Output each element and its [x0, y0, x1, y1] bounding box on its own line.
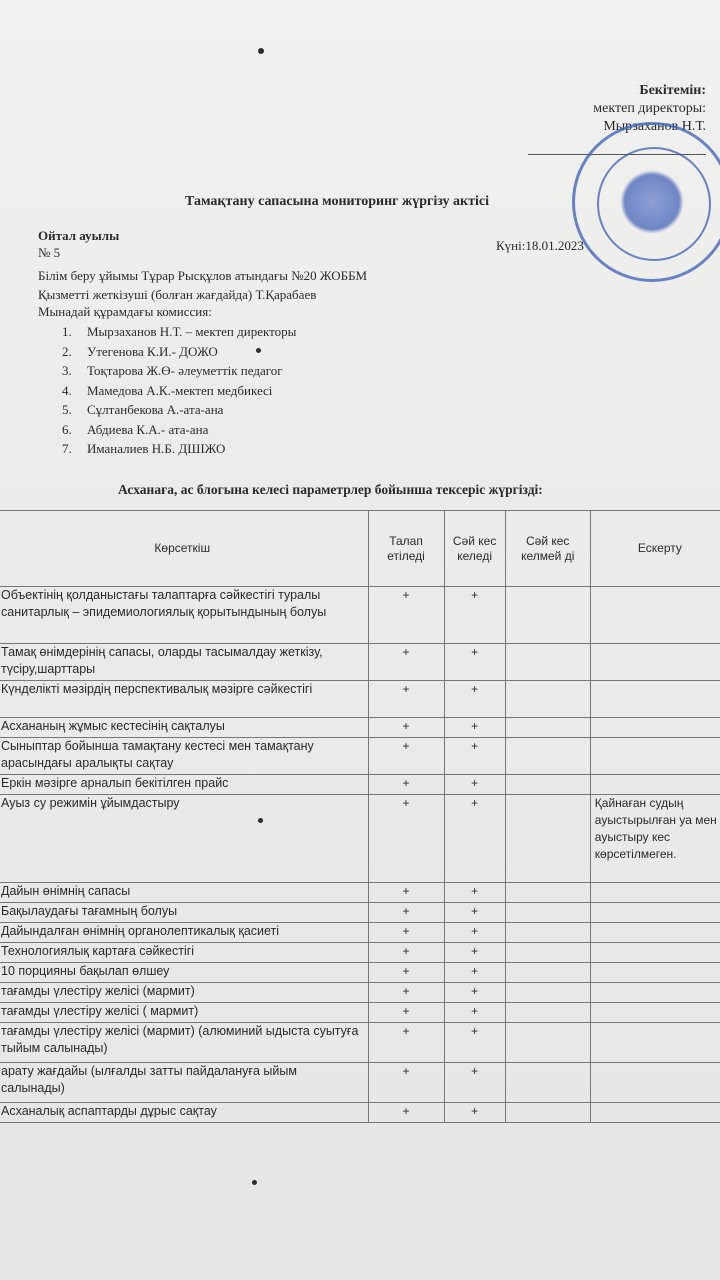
noncompliant-cell — [505, 718, 590, 738]
note-cell — [590, 1023, 720, 1063]
member-item: 6. Абдиева К.А.- ата-ана — [62, 421, 209, 437]
indicator-cell: Технологиялық картаға сәйкестігі — [0, 943, 368, 963]
required-cell: + — [368, 1023, 444, 1063]
compliant-cell: + — [444, 775, 505, 795]
noncompliant-cell — [505, 681, 590, 718]
table-row — [0, 1003, 720, 1023]
noncompliant-cell — [505, 738, 590, 775]
required-cell: + — [368, 923, 444, 943]
required-cell: + — [368, 903, 444, 923]
header-note: Ескерту — [590, 511, 720, 587]
note-cell — [590, 1063, 720, 1103]
noncompliant-cell — [505, 963, 590, 983]
required-cell: + — [368, 1103, 444, 1123]
required-cell: + — [368, 983, 444, 1003]
compliant-cell: + — [444, 1023, 505, 1063]
table-row — [0, 883, 720, 903]
speck — [252, 1180, 257, 1185]
noncompliant-cell — [505, 644, 590, 681]
member-item: 3. Тоқтарова Ж.Ө- әлеуметтік педагог — [62, 363, 283, 378]
required-cell: + — [368, 795, 444, 883]
noncompliant-cell — [505, 1023, 590, 1063]
note-cell — [590, 775, 720, 795]
indicator-cell: Асханалық аспаптарды дұрыс сақтау — [0, 1103, 368, 1123]
required-cell: + — [368, 943, 444, 963]
indicator-cell: Тамақ өнімдерінің сапасы, оларды тасымалдау жеткізу, түсіру,шарттары — [0, 644, 368, 681]
note-cell — [590, 903, 720, 923]
required-cell: + — [368, 1063, 444, 1103]
noncompliant-cell — [505, 983, 590, 1003]
table-header-row — [0, 511, 720, 587]
note-cell — [590, 1003, 720, 1023]
note-cell: Қайнаған судың ауыстырылған уа мен ауыстыру кес көрсетілмеген. — [590, 795, 720, 883]
table-row — [0, 738, 720, 775]
member-item: 2. Утегенова К.И.- ДОЖО — [62, 343, 218, 359]
noncompliant-cell — [505, 883, 590, 903]
compliant-cell: + — [444, 587, 505, 644]
table-row — [0, 1023, 720, 1063]
member-item: 1. Мырзаханов Н.Т. – мектеп директоры — [62, 324, 297, 339]
table-row — [0, 923, 720, 943]
compliant-cell: + — [444, 795, 505, 883]
table-row — [0, 775, 720, 795]
noncompliant-cell — [505, 903, 590, 923]
commission-members-list — [62, 322, 296, 459]
official-seal-stamp — [572, 122, 720, 282]
compliant-cell: + — [444, 883, 505, 903]
compliant-cell: + — [444, 1063, 505, 1103]
noncompliant-cell — [505, 1003, 590, 1023]
required-cell: + — [368, 681, 444, 718]
speck — [258, 818, 263, 823]
indicator-cell: Дайындалған өнімнің органолептикалық қасиеті — [0, 923, 368, 943]
speck — [256, 348, 261, 353]
note-cell — [590, 983, 720, 1003]
note-cell — [590, 1103, 720, 1123]
indicator-cell: Күнделікті мәзірдің перспективалық мәзірге сәйкестігі — [0, 681, 368, 718]
noncompliant-cell — [505, 1103, 590, 1123]
commission-heading: Мынадай құрамдағы комиссия: — [38, 304, 212, 319]
table-row — [0, 587, 720, 644]
inspection-heading: Асханаға, ас блогына келесі параметрлер бойынша тексеріс жүргізді: — [118, 482, 543, 497]
indicator-cell: 10 порцияны бақылап өлшеу — [0, 963, 368, 983]
inspection-table — [0, 510, 720, 1123]
required-cell: + — [368, 738, 444, 775]
speck — [258, 48, 264, 54]
compliant-cell: + — [444, 943, 505, 963]
required-cell: + — [368, 644, 444, 681]
indicator-cell: тағамды үлестіру желісі ( мармит) — [0, 1003, 368, 1023]
indicator-cell: Сыныптар бойынша тамақтану кестесі мен тамақтану арасындағы аралықты сақтау — [0, 738, 368, 775]
note-cell — [590, 943, 720, 963]
noncompliant-cell — [505, 775, 590, 795]
header-required: Талап етіледі — [368, 511, 444, 587]
required-cell: + — [368, 775, 444, 795]
table-row — [0, 943, 720, 963]
table-row — [0, 1063, 720, 1103]
noncompliant-cell — [505, 1063, 590, 1103]
indicator-cell: тағамды үлестіру желісі (мармит) — [0, 983, 368, 1003]
required-cell: + — [368, 718, 444, 738]
indicator-cell: Асхананың жұмыс кестесінің сақталуы — [0, 718, 368, 738]
note-cell — [590, 644, 720, 681]
note-cell — [590, 587, 720, 644]
note-cell — [590, 883, 720, 903]
member-item: 7. Иманалиев Н.Б. ДШІЖО — [62, 441, 226, 456]
compliant-cell: + — [444, 1103, 505, 1123]
note-cell — [590, 923, 720, 943]
noncompliant-cell — [505, 795, 590, 883]
compliant-cell: + — [444, 644, 505, 681]
required-cell: + — [368, 883, 444, 903]
noncompliant-cell — [505, 587, 590, 644]
compliant-cell: + — [444, 903, 505, 923]
note-cell — [590, 738, 720, 775]
table-row — [0, 718, 720, 738]
compliant-cell: + — [444, 718, 505, 738]
compliant-cell: + — [444, 923, 505, 943]
noncompliant-cell — [505, 943, 590, 963]
table-row — [0, 795, 720, 883]
indicator-cell: Еркін мәзірге арналып бекітілген прайс — [0, 775, 368, 795]
supplier-line: Қызметті жеткізуші (болған жағдайда) Т.Қарабаев — [38, 287, 317, 302]
state-emblem-icon — [620, 170, 684, 234]
header-noncompliant: Сәй кес келмей ді — [505, 511, 590, 587]
header-indicator: Көрсеткіш — [0, 511, 368, 587]
table-row — [0, 1103, 720, 1123]
note-cell — [590, 681, 720, 718]
compliant-cell: + — [444, 1003, 505, 1023]
compliant-cell: + — [444, 738, 505, 775]
indicator-cell: Дайын өнімнің сапасы — [0, 883, 368, 903]
approval-position: мектеп директоры: — [593, 101, 706, 116]
table-row — [0, 644, 720, 681]
village-name: Ойтал ауылы — [38, 228, 120, 243]
member-item: 4. Мамедова А.К.-мектеп медбикесі — [62, 382, 273, 398]
document-title: Тамақтану сапасына мониторинг жүргізу актісі — [185, 194, 489, 209]
indicator-cell: Объектінің қолданыстағы талаптарға сәйкестігі туралы санитарлық – эпидемиологиялық қорытындының болуы — [0, 587, 368, 644]
required-cell: + — [368, 963, 444, 983]
required-cell: + — [368, 1003, 444, 1023]
noncompliant-cell — [505, 923, 590, 943]
indicator-cell: Бақылаудағы тағамның болуы — [0, 903, 368, 923]
compliant-cell: + — [444, 681, 505, 718]
required-cell: + — [368, 587, 444, 644]
compliant-cell: + — [444, 963, 505, 983]
table-row — [0, 983, 720, 1003]
school-name: Білім беру ұйымы Тұрар Рысқұлов атындағы №20 ЖОББМ — [38, 268, 368, 283]
approval-heading: Бекітемін: — [639, 83, 706, 98]
member-item: 5. Сұлтанбекова А.-ата-ана — [62, 402, 224, 417]
note-cell — [590, 963, 720, 983]
approval-name: Мырзаханов Н.Т. — [603, 119, 706, 134]
table-row — [0, 903, 720, 923]
table-row — [0, 681, 720, 718]
note-cell — [590, 718, 720, 738]
act-number: № 5 — [38, 245, 61, 260]
act-date: Күні:18.01.2023 — [496, 238, 584, 253]
indicator-cell: арату жағдайы (ылғалды затты пайдалануға ыйым салынады) — [0, 1063, 368, 1103]
indicator-cell: тағамды үлестіру желісі (мармит) (алюминий ыдыста суытуға тыйым салынады) — [0, 1023, 368, 1063]
table-row — [0, 963, 720, 983]
compliant-cell: + — [444, 983, 505, 1003]
indicator-cell: Ауыз су режимін ұйымдастыру — [0, 795, 368, 883]
header-compliant: Сәй кес келеді — [444, 511, 505, 587]
